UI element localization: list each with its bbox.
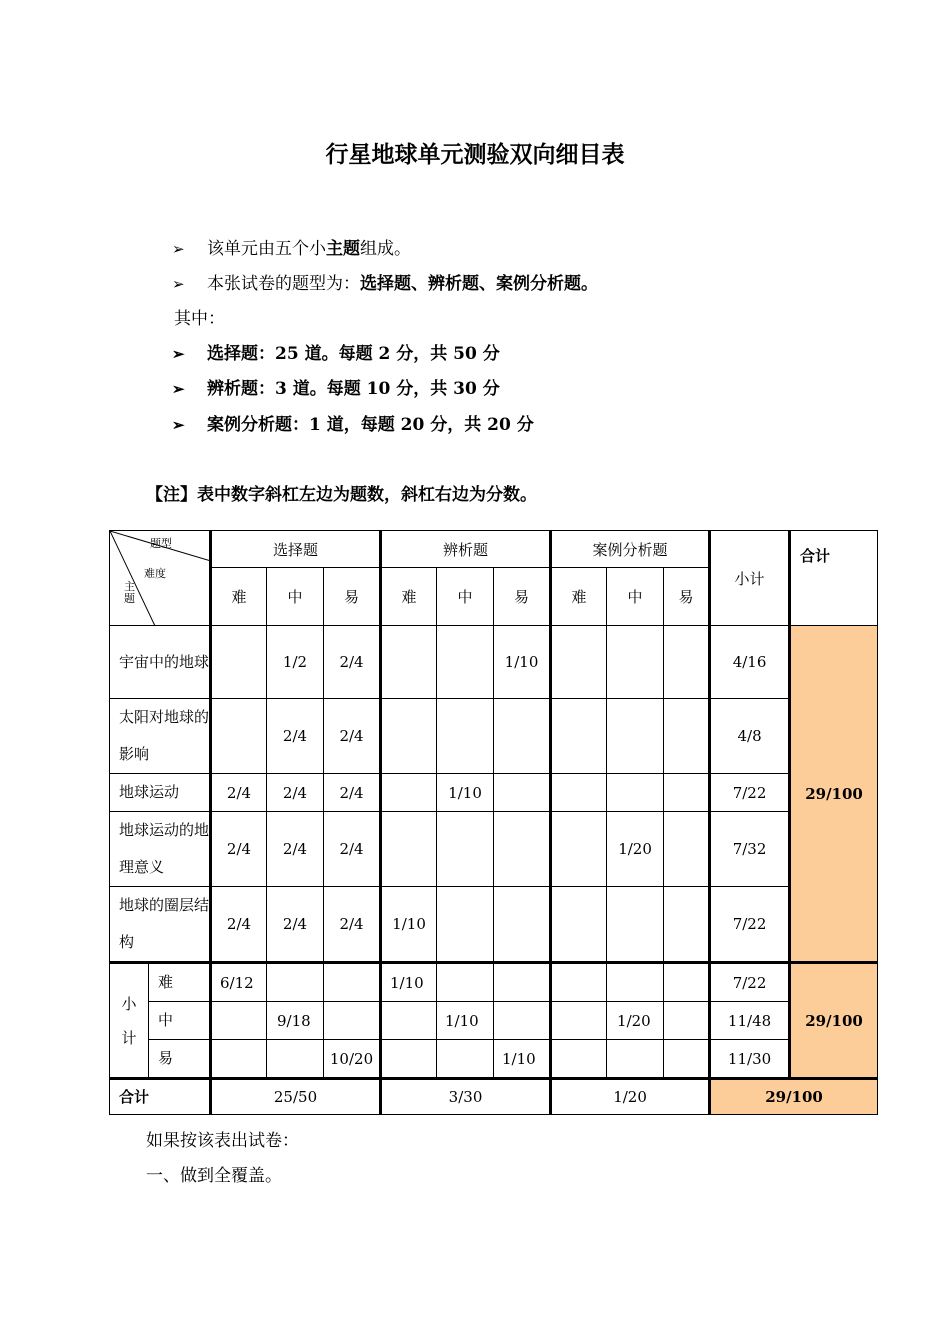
subtotal-cell: 7/32 <box>710 812 790 887</box>
data-cell: 1/10 <box>437 774 494 812</box>
data-cell <box>494 699 551 774</box>
level-hard: 难 <box>381 568 437 626</box>
total-row-label: 合计 <box>110 1079 211 1115</box>
grand-total: 29/100 <box>710 1079 878 1115</box>
level-hard: 难 <box>551 568 607 626</box>
subtotal-label-a: 小 <box>121 994 137 1013</box>
data-cell <box>551 699 607 774</box>
data-cell <box>551 774 607 812</box>
data-cell: 2/4 <box>324 887 381 963</box>
footer-line-1: 如果按该表出试卷： <box>146 1131 299 1151</box>
subtotal-cell: 7/22 <box>710 774 790 812</box>
data-cell: 1/10 <box>437 1002 494 1040</box>
data-cell: 9/18 <box>267 1002 324 1040</box>
data-cell <box>494 963 551 1002</box>
level-easy: 易 <box>664 568 710 626</box>
data-cell <box>664 812 710 887</box>
level-hard: 难 <box>211 568 267 626</box>
data-cell <box>664 1002 710 1040</box>
arrow-bullet-icon: ➢ <box>172 345 185 363</box>
data-cell <box>437 699 494 774</box>
table-row <box>110 812 878 887</box>
document-title: 行星地球单元测验双向细目表 <box>325 142 625 168</box>
intro-text: 该单元由五个小 <box>207 239 326 259</box>
intro-line-3: 其中： <box>174 309 225 329</box>
data-cell <box>607 1040 664 1079</box>
data-cell <box>324 963 381 1002</box>
data-cell <box>664 887 710 963</box>
data-cell: 1/20 <box>607 812 664 887</box>
level-easy: 易 <box>324 568 381 626</box>
data-cell: 2/4 <box>211 812 267 887</box>
arrow-bullet-icon: ➢ <box>172 240 185 258</box>
level-cell: 难 <box>149 963 211 1002</box>
data-cell: 2/4 <box>211 774 267 812</box>
data-cell <box>381 774 437 812</box>
data-cell <box>607 626 664 699</box>
data-cell <box>551 812 607 887</box>
data-cell <box>381 1002 437 1040</box>
level-cell: 中 <box>149 1002 211 1040</box>
topic-total-cell: 29/100 <box>790 626 878 963</box>
data-cell <box>494 812 551 887</box>
data-cell: 2/4 <box>324 626 381 699</box>
bullet-choice-text: 选择题：25 道。每题 2 分，共 50 分 <box>207 344 500 364</box>
corner-topic-label-a: 主 <box>124 580 135 593</box>
spec-table <box>109 530 878 1115</box>
subtotal-cell: 11/30 <box>710 1040 790 1079</box>
table-row <box>110 626 878 699</box>
data-cell <box>211 699 267 774</box>
data-cell <box>381 812 437 887</box>
data-cell: 1/10 <box>381 963 437 1002</box>
data-cell <box>267 963 324 1002</box>
group-header-choice: 选择题 <box>211 531 381 568</box>
data-cell: 1/10 <box>494 1040 551 1079</box>
topic-cell: 地球的圈层结构 <box>110 887 211 963</box>
data-cell: 1/20 <box>607 1002 664 1040</box>
data-cell <box>551 626 607 699</box>
data-cell: 2/4 <box>324 812 381 887</box>
data-cell <box>551 1002 607 1040</box>
footer-line-2: 一、做到全覆盖。 <box>146 1166 282 1186</box>
total-header: 合计 <box>790 531 878 626</box>
corner-topic-label-b: 题 <box>124 592 135 605</box>
data-cell <box>664 626 710 699</box>
table-row <box>110 699 878 774</box>
table-row <box>110 887 878 963</box>
subtotal-cell: 7/22 <box>710 887 790 963</box>
level-total-cell: 29/100 <box>790 963 878 1079</box>
total-case: 1/20 <box>551 1079 710 1115</box>
subtotal-cell: 7/22 <box>710 963 790 1002</box>
data-cell <box>664 963 710 1002</box>
data-cell <box>381 1040 437 1079</box>
group-header-case: 案例分析题 <box>551 531 710 568</box>
data-cell: 10/20 <box>324 1040 381 1079</box>
data-cell: 2/4 <box>324 699 381 774</box>
topic-cell: 地球运动的地理意义 <box>110 812 211 887</box>
data-cell <box>437 626 494 699</box>
data-cell <box>607 887 664 963</box>
data-cell: 1/2 <box>267 626 324 699</box>
data-cell: 6/12 <box>211 963 267 1002</box>
intro-bold: 选择题、辨析题、案例分析题。 <box>360 274 598 294</box>
table-note: 【注】表中数字斜杠左边为题数，斜杠右边为分数。 <box>146 485 537 505</box>
data-cell <box>211 626 267 699</box>
topic-cell: 宇宙中的地球 <box>110 626 211 699</box>
data-cell: 2/4 <box>267 887 324 963</box>
data-cell <box>664 1040 710 1079</box>
data-cell: 2/4 <box>267 699 324 774</box>
data-cell <box>551 1040 607 1079</box>
data-cell <box>494 887 551 963</box>
corner-difficulty-label: 难度 <box>144 567 166 580</box>
data-cell <box>551 963 607 1002</box>
topic-cell: 太阳对地球的影响 <box>110 699 211 774</box>
bullet-case-text: 案例分析题：1 道，每题 20 分，共 20 分 <box>207 415 534 435</box>
arrow-bullet-icon: ➢ <box>172 275 185 293</box>
subtotal-cell: 11/48 <box>710 1002 790 1040</box>
data-cell: 2/4 <box>211 887 267 963</box>
data-cell: 1/10 <box>381 887 437 963</box>
table-row <box>110 774 878 812</box>
intro-bold: 主题 <box>326 239 360 259</box>
data-cell <box>664 774 710 812</box>
data-cell <box>267 1040 324 1079</box>
level-cell: 易 <box>149 1040 211 1079</box>
data-cell: 2/4 <box>267 812 324 887</box>
subtotal-header: 小计 <box>710 531 790 626</box>
bullet-discrim-text: 辨析题：3 道。每题 10 分，共 30 分 <box>207 379 500 399</box>
data-cell <box>437 887 494 963</box>
data-cell <box>494 774 551 812</box>
subtotal-label <box>110 963 149 1079</box>
data-cell <box>551 887 607 963</box>
topic-cell: 地球运动 <box>110 774 211 812</box>
data-cell: 1/10 <box>494 626 551 699</box>
subtotal-label-b: 计 <box>121 1028 137 1047</box>
level-medium: 中 <box>437 568 494 626</box>
data-cell <box>211 1040 267 1079</box>
total-choice: 25/50 <box>211 1079 381 1115</box>
data-cell <box>437 963 494 1002</box>
data-cell <box>211 1002 267 1040</box>
corner-header <box>110 531 211 626</box>
data-cell <box>437 1040 494 1079</box>
table-row <box>110 1079 878 1115</box>
data-cell <box>437 812 494 887</box>
level-medium: 中 <box>607 568 664 626</box>
data-cell: 2/4 <box>324 774 381 812</box>
data-cell <box>607 699 664 774</box>
level-easy: 易 <box>494 568 551 626</box>
corner-type-label: 题型 <box>150 537 172 550</box>
table-row <box>110 963 878 1002</box>
total-discrim: 3/30 <box>381 1079 551 1115</box>
intro-text: 本张试卷的题型为： <box>207 274 360 294</box>
data-cell <box>607 774 664 812</box>
data-cell <box>324 1002 381 1040</box>
table-row <box>110 1002 878 1040</box>
arrow-bullet-icon: ➢ <box>172 416 185 434</box>
level-medium: 中 <box>267 568 324 626</box>
data-cell <box>607 963 664 1002</box>
data-cell: 2/4 <box>267 774 324 812</box>
data-cell <box>381 699 437 774</box>
subtotal-cell: 4/16 <box>710 626 790 699</box>
data-cell <box>381 626 437 699</box>
table-row <box>110 1040 878 1079</box>
arrow-bullet-icon: ➢ <box>172 380 185 398</box>
data-cell <box>664 699 710 774</box>
group-header-discrim: 辨析题 <box>381 531 551 568</box>
subtotal-cell: 4/8 <box>710 699 790 774</box>
intro-text: 组成。 <box>360 239 411 259</box>
data-cell <box>494 1002 551 1040</box>
